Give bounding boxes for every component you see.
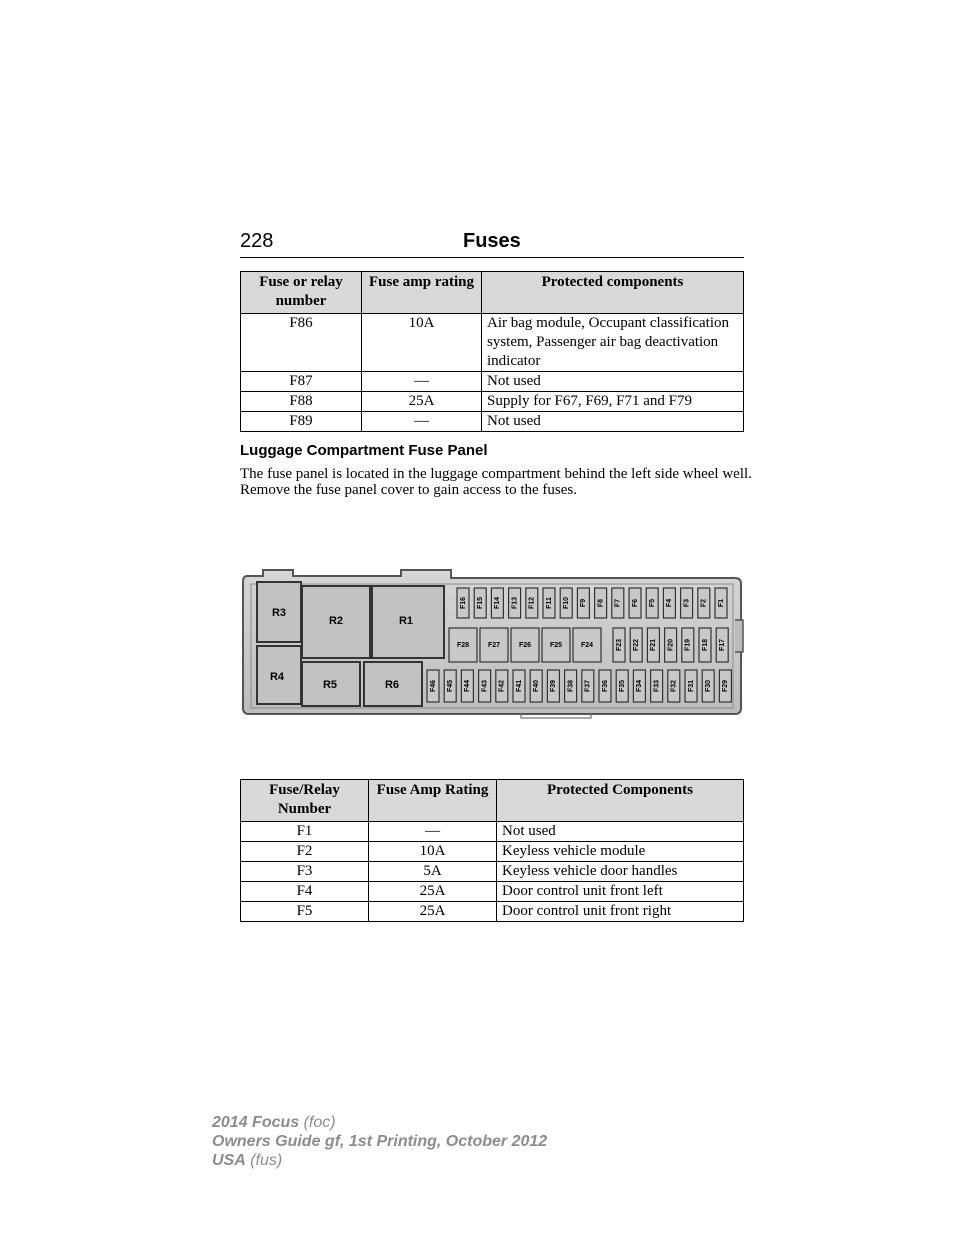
fuse-f27 — [480, 628, 508, 662]
fuse-label: F35 — [619, 679, 627, 693]
relay-label: R2 — [328, 615, 344, 627]
fuse-f19 — [682, 628, 694, 662]
fuse-f45 — [444, 670, 456, 702]
fuse-label: F6 — [631, 598, 639, 608]
fuse-number-cell: F3 — [241, 862, 369, 882]
fuse-label: F15 — [477, 596, 485, 610]
amp-rating-cell: — — [362, 372, 482, 392]
fuse-f11 — [543, 588, 555, 618]
fuse-f39 — [547, 670, 559, 702]
relay-label: R6 — [384, 679, 400, 691]
relay-label: R4 — [269, 671, 285, 683]
fuse-f21 — [647, 628, 659, 662]
fuse-f46 — [427, 670, 439, 702]
fuse-label: F25 — [549, 641, 563, 649]
fuse-number-cell: F2 — [241, 842, 369, 862]
fuse-f5 — [646, 588, 658, 618]
fuse-label: F7 — [614, 598, 622, 608]
fuse-f26 — [511, 628, 539, 662]
fuse-label: F39 — [550, 679, 558, 693]
fuse-label: F38 — [567, 679, 575, 693]
fuse-label: F29 — [722, 679, 730, 693]
fuse-f4 — [663, 588, 675, 618]
fuse-label: F45 — [447, 679, 455, 693]
fuse-f38 — [565, 670, 577, 702]
fuse-f10 — [560, 588, 572, 618]
fuse-f3 — [681, 588, 693, 618]
fuse-f17 — [716, 628, 728, 662]
fuse-f16 — [457, 588, 469, 618]
footer-line-1 — [212, 1113, 547, 1132]
table-header-row — [241, 272, 744, 314]
fuse-f35 — [616, 670, 628, 702]
table-row — [241, 314, 744, 372]
fuse-label: F9 — [580, 598, 588, 608]
fuse-f7 — [612, 588, 624, 618]
components-cell: Keyless vehicle door handles — [497, 862, 744, 882]
fuse-f20 — [665, 628, 677, 662]
components-cell: Supply for F67, F69, F71 and F79 — [482, 392, 744, 412]
chapter-title: Fuses — [463, 230, 521, 252]
fuse-number-cell: F4 — [241, 882, 369, 902]
fuse-label: F41 — [515, 679, 523, 693]
fuse-f1 — [715, 588, 727, 618]
fuse-f40 — [530, 670, 542, 702]
fuse-label: F42 — [498, 679, 506, 693]
fuse-f18 — [699, 628, 711, 662]
fuse-table-luggage — [240, 779, 744, 922]
fuse-table-passenger — [240, 271, 744, 432]
fuse-label: F31 — [687, 679, 695, 693]
components-cell: Not used — [497, 822, 744, 842]
amp-rating-cell: 10A — [369, 842, 497, 862]
fuse-label: F26 — [518, 641, 532, 649]
table-row — [241, 882, 744, 902]
fuse-f12 — [526, 588, 538, 618]
fuse-label: F3 — [683, 598, 691, 608]
footer-market: USA — [212, 1152, 246, 1169]
fuse-label: F4 — [666, 598, 674, 608]
fuse-label: F28 — [456, 641, 470, 649]
fuse-label: F27 — [487, 641, 501, 649]
fuse-label: F44 — [464, 679, 472, 693]
footer-line-3 — [212, 1151, 547, 1170]
components-cell: Door control unit front right — [497, 902, 744, 922]
fuse-f29 — [719, 670, 731, 702]
footer-line-2: Owners Guide gf, 1st Printing, October 2012 — [212, 1133, 548, 1150]
fuse-f15 — [474, 588, 486, 618]
fuse-label: F20 — [667, 638, 675, 652]
page-number: 228 — [240, 230, 274, 252]
fuse-label: F21 — [650, 638, 658, 652]
fuse-f14 — [491, 588, 503, 618]
fuse-f9 — [577, 588, 589, 618]
table-header: Protected Components — [497, 780, 744, 822]
fuse-label: F46 — [429, 679, 437, 693]
fuse-label: F34 — [636, 679, 644, 693]
fuse-f22 — [630, 628, 642, 662]
table-row — [241, 902, 744, 922]
components-cell: Door control unit front left — [497, 882, 744, 902]
fuse-number-cell: F88 — [241, 392, 362, 412]
components-cell: Air bag module, Occupant classification system, Passenger air bag deactivation indicator — [482, 314, 744, 372]
amp-rating-cell: 10A — [362, 314, 482, 372]
relay-label: R1 — [398, 615, 414, 627]
fuse-label: F12 — [528, 596, 536, 610]
fuse-label: F17 — [719, 638, 727, 652]
section-heading: Luggage Compartment Fuse Panel — [240, 442, 488, 459]
amp-rating-cell: 5A — [369, 862, 497, 882]
panel-latch — [735, 620, 743, 652]
fuse-f44 — [461, 670, 473, 702]
table-header: Fuse Amp Rating — [369, 780, 497, 822]
fuse-f13 — [509, 588, 521, 618]
fuse-label: F23 — [615, 638, 623, 652]
fuse-f34 — [633, 670, 645, 702]
fuse-f8 — [595, 588, 607, 618]
fuse-label: F16 — [459, 596, 467, 610]
fuse-number-cell: F89 — [241, 412, 362, 432]
table-header-row — [241, 780, 744, 822]
components-cell: Keyless vehicle module — [497, 842, 744, 862]
amp-rating-cell: 25A — [369, 902, 497, 922]
footer-model: 2014 Focus — [212, 1114, 300, 1131]
fuse-panel-diagram — [241, 562, 745, 720]
fuse-label: F1 — [717, 598, 725, 608]
amp-rating-cell: — — [369, 822, 497, 842]
table-header: Protected components — [482, 272, 744, 314]
amp-rating-cell: — — [362, 412, 482, 432]
fuse-label: F13 — [511, 596, 519, 610]
fuse-f37 — [582, 670, 594, 702]
fuse-label: F10 — [563, 596, 571, 610]
fuse-label: F2 — [700, 598, 708, 608]
fuse-f43 — [479, 670, 491, 702]
fuse-label: F33 — [653, 679, 661, 693]
header-rule — [240, 257, 744, 258]
table-header: Fuse/Relay Number — [241, 780, 369, 822]
amp-rating-cell: 25A — [369, 882, 497, 902]
table-row — [241, 822, 744, 842]
fuse-f28 — [449, 628, 477, 662]
fuse-f32 — [668, 670, 680, 702]
fuse-f23 — [613, 628, 625, 662]
fuse-label: F5 — [649, 598, 657, 608]
fuse-label: F18 — [701, 638, 709, 652]
fuse-f33 — [651, 670, 663, 702]
fuse-f41 — [513, 670, 525, 702]
fuse-f24 — [573, 628, 601, 662]
components-cell: Not used — [482, 372, 744, 392]
fuse-number-cell: F1 — [241, 822, 369, 842]
fuse-label: F8 — [597, 598, 605, 608]
fuse-label: F24 — [580, 641, 594, 649]
table-header: Fuse or relay number — [241, 272, 362, 314]
fuse-label: F37 — [584, 679, 592, 693]
amp-rating-cell: 25A — [362, 392, 482, 412]
fuse-label: F40 — [533, 679, 541, 693]
fuse-f42 — [496, 670, 508, 702]
components-cell: Not used — [482, 412, 744, 432]
section-text: The fuse panel is located in the luggage compartment behind the left side wheel well. Remove the fuse panel cover to gain access to the fuses. — [240, 466, 752, 498]
footer-model-code: (foc) — [299, 1114, 336, 1131]
relay-label: R5 — [322, 679, 338, 691]
fuse-f25 — [542, 628, 570, 662]
fuse-label: F36 — [601, 679, 609, 693]
fuse-number-cell: F86 — [241, 314, 362, 372]
relay-label: R3 — [271, 607, 287, 619]
fuse-f36 — [599, 670, 611, 702]
fuse-label: F19 — [684, 638, 692, 652]
fuse-label: F11 — [545, 597, 553, 609]
table-row — [241, 862, 744, 882]
fuse-label: F43 — [481, 679, 489, 693]
fuse-label: F14 — [494, 596, 502, 610]
fuse-f2 — [698, 588, 710, 618]
fuse-f31 — [685, 670, 697, 702]
fuse-f6 — [629, 588, 641, 618]
footer — [212, 1113, 547, 1170]
fuse-number-cell: F5 — [241, 902, 369, 922]
fuse-f30 — [702, 670, 714, 702]
footer-market-code: (fus) — [245, 1152, 283, 1169]
fuse-label: F22 — [633, 638, 641, 652]
fuse-number-cell: F87 — [241, 372, 362, 392]
table-header: Fuse amp rating — [362, 272, 482, 314]
fuse-label: F30 — [705, 679, 713, 693]
table-row — [241, 842, 744, 862]
fuse-label: F32 — [670, 679, 678, 693]
table-row — [241, 412, 744, 432]
table-row — [241, 392, 744, 412]
table-row — [241, 372, 744, 392]
